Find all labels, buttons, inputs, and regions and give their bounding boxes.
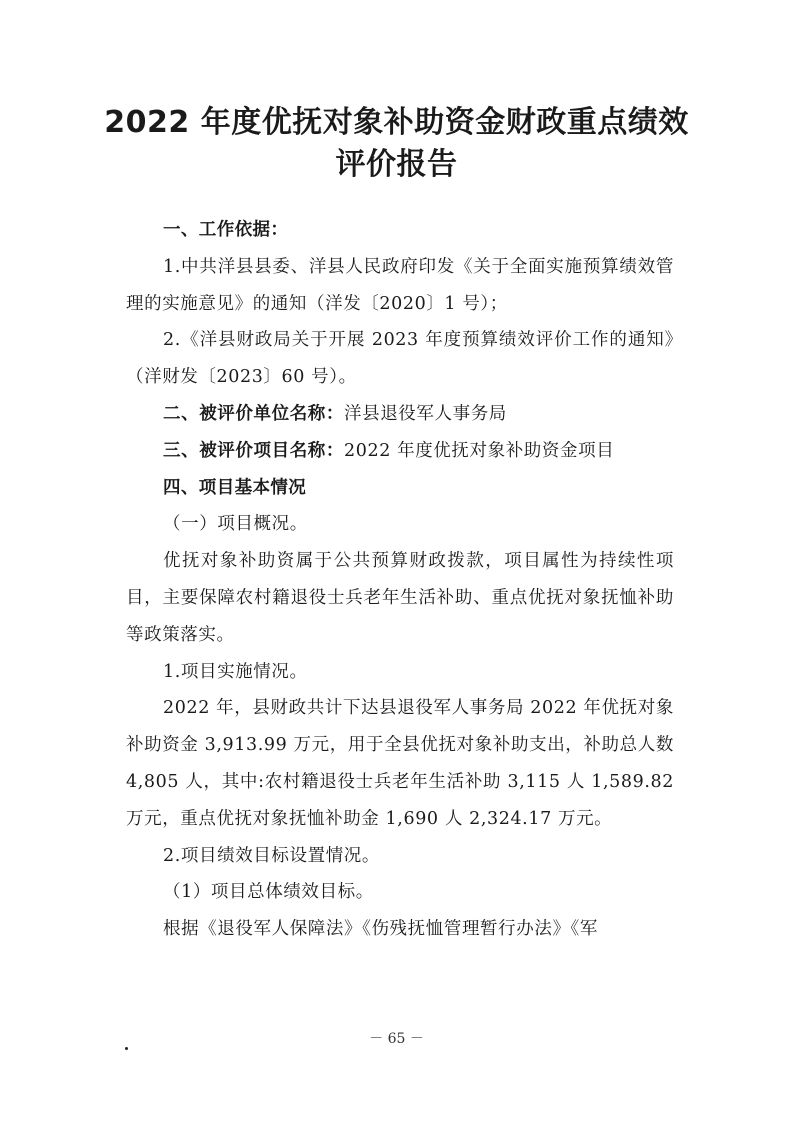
evaluated-unit-value: 洋县退役军人事务局 (344, 403, 507, 424)
basis-item-2: 2.《洋县财政局关于开展 2023 年度预算绩效评价工作的通知》（洋财发〔2023〕60 号）。 (126, 330, 674, 388)
report-title-line-2: 评价报告 (335, 147, 458, 182)
evaluated-project-value: 2022 年度优抚对象补助资金项目 (344, 440, 615, 461)
section-evaluated-unit (126, 396, 674, 433)
subheading-implementation: 1.项目实施情况。 (163, 661, 308, 682)
subheading-overview: （一）项目概况。 (163, 514, 308, 535)
implementation-paragraph: 2022 年，县财政共计下达县退役军人事务局 2022 年优抚对象补助资金 3,913.99 万元，用于全县优抚对象补助支出，补助总人数 4,805 人，其中:农村籍退役士兵老年生活补助 3,115 人 1,589.82 万元，重点优抚对象抚恤补助金 1,690 人 2,324.17 万元。 (126, 698, 674, 829)
evaluated-project-label: 三、被评价项目名称： (163, 440, 344, 461)
report-title-line-1: 2022 年度优抚对象补助资金财政重点绩效 (104, 105, 689, 140)
subheading-overall-target: （1）项目总体绩效目标。 (163, 882, 374, 903)
overview-paragraph: 优抚对象补助资属于公共预算财政拨款，项目属性为持续性项目，主要保障农村籍退役士兵老年生活补助、重点优抚对象抚恤补助等政策落实。 (126, 551, 674, 645)
section-evaluated-project (126, 433, 674, 470)
report-body (126, 212, 674, 948)
margin-dot (125, 1047, 128, 1050)
basis-item-1: 1.中共洋县县委、洋县人民政府印发《关于全面实施预算绩效管理的实施意见》的通知（洋发〔2020〕1 号）； (126, 256, 674, 314)
target-paragraph: 根据《退役军人保障法》《伤残抚恤管理暂行办法》《军 (163, 919, 598, 940)
section-heading-project-basics: 四、项目基本情况 (163, 477, 307, 498)
page-number: － 65 － (369, 1031, 424, 1047)
section-heading-basis: 一、工作依据： (163, 220, 289, 240)
evaluated-unit-label: 二、被评价单位名称： (163, 403, 344, 424)
subheading-performance-target: 2.项目绩效目标设置情况。 (163, 845, 380, 866)
